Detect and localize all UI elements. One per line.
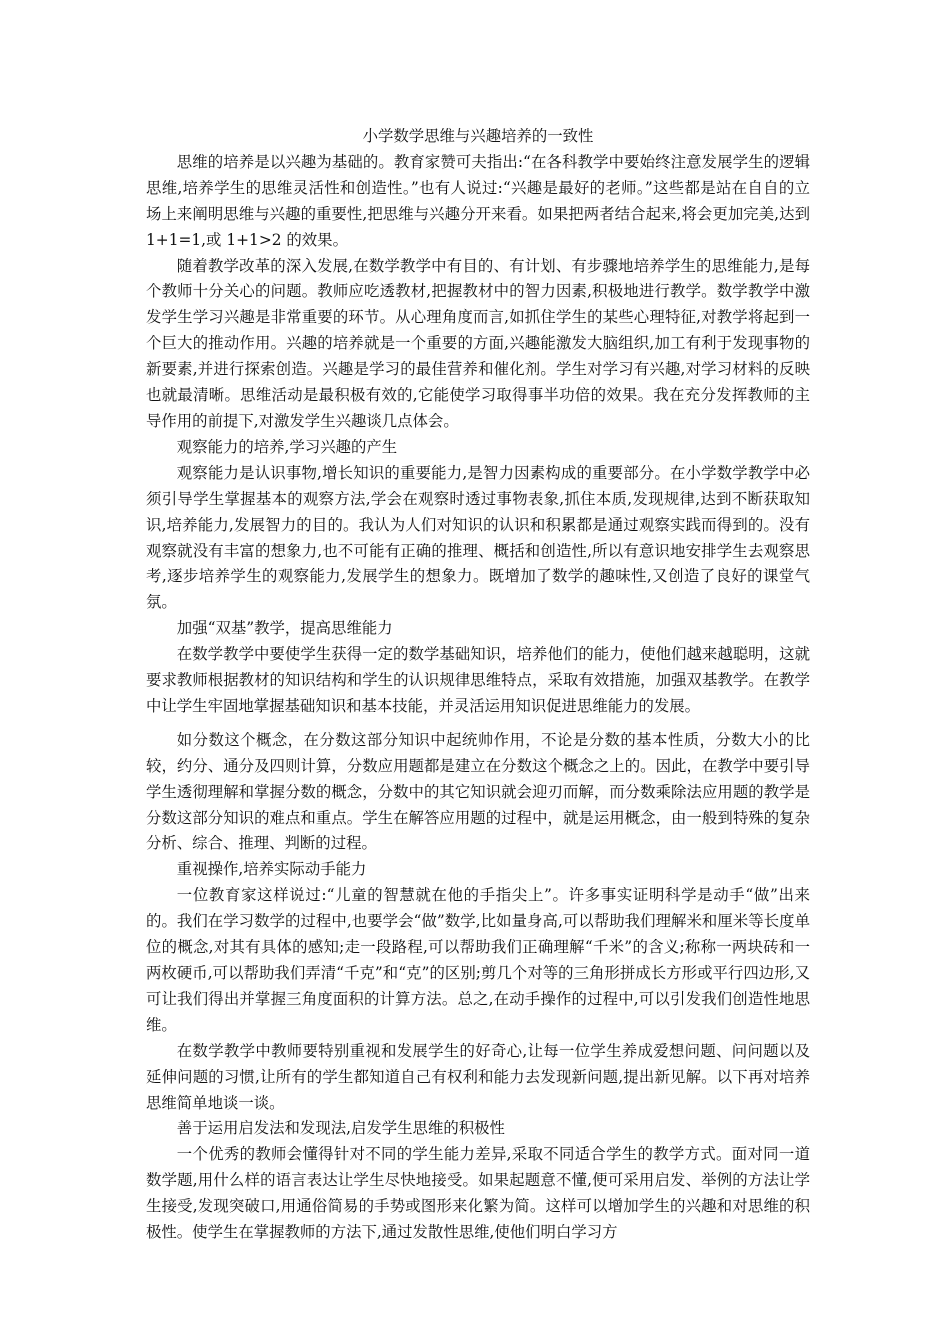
paragraph: 如分数这个概念，在分数这部分知识中起统帅作用，不论是分数的基本性质，分数大小的比较，约分、通分及四则计算，分数应用题都是建立在分数这个概念之上的。因此，在教学中要引导学生透彻理解和掌握分数的概念，分数中的其它知识就会迎刃而解，而分数乘除法应用题的教学是分数这部分知识的难点和重点。学生在解答应用题的过程中，就是运用概念，由一般到特殊的复杂分析、综合、推理、判断的过程。	[146, 730, 810, 853]
paragraph: 在数学教学中要使学生获得一定的数学基础知识，培养他们的能力，使他们越来越聪明，这就要求教师根据教材的知识结构和学生的认识规律思维特点，采取有效措施，加强双基教学。在教学中让学生牢固地掌握基础知识和基本技能，并灵活运用知识促进思维能力的发展。	[146, 645, 810, 715]
paragraph-spacer	[146, 720, 810, 728]
section-heading: 加强“双基”教学，提高思维能力	[176, 619, 393, 638]
document-page	[146, 124, 810, 1246]
document-title: 小学数学思维与兴趣培养的一致性	[362, 127, 594, 145]
document-body	[146, 150, 810, 1246]
paragraph: 观察能力是认识事物,增长知识的重要能力,是智力因素构成的重要部分。在小学数学教学中必须引导学生掌握基本的观察方法,学会在观察时透过事物表象,抓住本质,发现规律,达到不断获取知识,培养能力,发展智力的目的。我认为人们对知识的认识和积累都是通过观察实践而得到的。没有观察就没有丰富的想象力,也不可能有正确的推理、概括和创造性,所以有意识地安排学生去观察思考,逐步培养学生的观察能力,发展学生的想象力。既增加了数学的趣味性,又创造了良好的课堂气氛。	[146, 463, 810, 612]
section-heading: 观察能力的培养,学习兴趣的产生	[176, 437, 398, 456]
paragraph: 思维的培养是以兴趣为基础的。教育家赞可夫指出:“在各科教学中要始终注意发展学生的逻辑思维,培养学生的思维灵活性和创造性。”也有人说过:“兴趣是最好的老师。”这些都是站在自自的立场上来阐明思维与兴趣的重要性,把思维与兴趣分开来看。如果把两者结合起来,将会更加完美,达到 1+1=1,或 1+1>2 的效果。	[146, 152, 810, 249]
section-heading: 善于运用启发法和发现法,启发学生思维的积极性	[176, 1119, 505, 1138]
paragraph: 在数学教学中教师要特别重视和发展学生的好奇心,让每一位学生养成爱想问题、问问题以及延伸问题的习惯,让所有的学生都知道自己有权利和能力去发现新问题,提出新见解。以下再对培养思维简单地谈一谈。	[146, 1041, 810, 1112]
section-heading: 重视操作,培养实际动手能力	[176, 860, 367, 879]
paragraph: 一位教育家这样说过:“儿童的智慧就在他的手指尖上”。许多事实证明科学是动手“做”出来的。我们在学习数学的过程中,也要学会“做”数学,比如量身高,可以帮助我们理解米和厘米等长度单位的概念,对其有具体的感知;走一段路程,可以帮助我们正确理解“千米”的含义;称称一两块砖和一两枚硬币,可以帮助我们弄清“千克”和“克”的区别;剪几个对等的三角形拼成长方形或平行四边形,又可让我们得出并掌握三角度面积的计算方法。总之,在动手操作的过程中,可以引发我们创造性地思维。	[146, 886, 810, 1034]
paragraph: 一个优秀的教师会懂得针对不同的学生能力差异,采取不同适合学生的教学方式。面对同一道数学题,用什么样的语言表达让学生尽快地接受。如果起题意不懂,便可采用启发、举例的方法让学生接受,发现突破口,用通俗简易的手势或图形来化繁为简。这样可以增加学生的兴趣和对思维的积极性。使学生在掌握教师的方法下,通过发散性思维,使他们明白学习方	[146, 1145, 810, 1242]
paragraph: 随着教学改革的深入发展,在数学教学中有目的、有计划、有步骤地培养学生的思维能力,是每个教师十分关心的问题。教师应吃透教材,把握教材中的智力因素,积极地进行教学。数学教学中激发学生学习兴趣是非常重要的环节。从心理角度而言,如抓住学生的某些心理特征,对教学将起到一个巨大的推动作用。兴趣的培养就是一个重要的方面,兴趣能激发大脑组织,加工有利于发现事物的新要素,并进行探索创造。兴趣是学习的最佳营养和催化剂。学生对学习有兴趣,对学习材料的反映也就最清晰。思维活动是最积极有效的,它能使学习取得事半功倍的效果。我在充分发挥教师的主导作用的前提下,对激发学生兴趣谈几点体会。	[146, 256, 810, 430]
